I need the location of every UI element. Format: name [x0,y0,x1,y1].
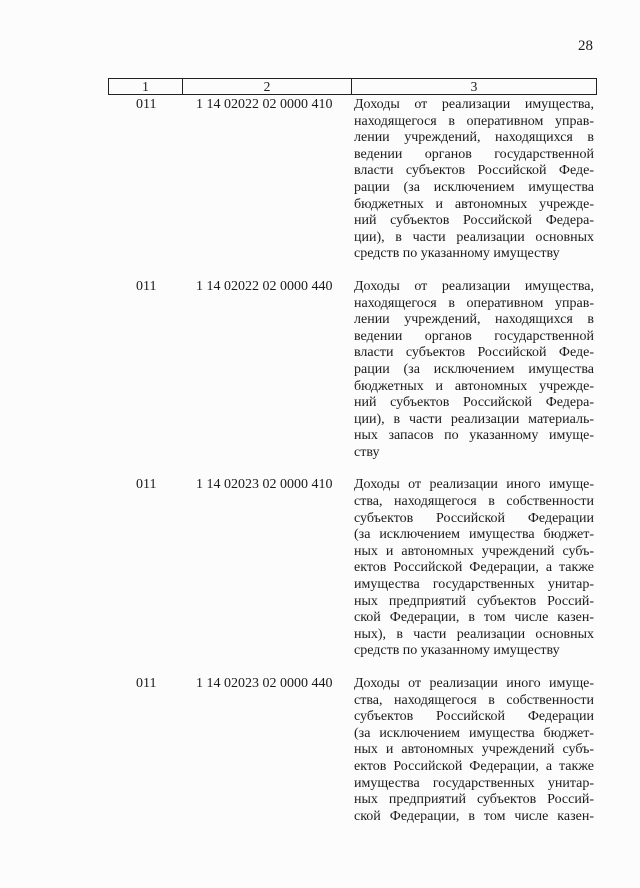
revenue-description [354,279,594,462]
description-line: ства, находящегося в собственности [354,494,594,510]
description-line: имущества государственных унитар- [354,577,594,593]
header-col-3: 3 [352,79,597,95]
table-row [108,279,597,462]
description-line: ных предприятий субъектов Россий- [354,593,594,609]
budget-classification-code: 1 14 02023 02 0000 410 [196,477,333,493]
table-row [108,97,597,263]
description-line: (за исключением имущества бюджет- [354,527,594,543]
description-line: Доходы от реализации имущества, [354,97,594,112]
description-line: ции), в части реализации основных [354,229,594,245]
header-col-2: 2 [183,79,352,95]
table-row [108,676,597,825]
description-line: субъектов Российской Федерации [354,510,594,526]
description-line: ных запасов по указанному имуще- [354,428,594,444]
description-line: Доходы от реализации иного имуще- [354,676,594,691]
description-line: субъектов Российской Федерации [354,709,594,725]
description-line: власти субъектов Российской Феде- [354,345,594,361]
description-line: рации (за исключением имущества [354,179,594,195]
description-line: ектов Российской Федерации, а также [354,758,594,774]
description-line: ведении органов государственной [354,328,594,344]
table-header [108,78,597,95]
revenue-description [354,477,594,660]
budget-classification-code: 1 14 02022 02 0000 440 [196,278,333,294]
revenue-description [354,97,594,263]
description-line: лении учреждений, находящихся в [354,312,594,328]
header-col-1: 1 [109,79,183,95]
description-line: ний субъектов Российской Федера- [354,395,594,411]
admin-code: 011 [136,97,157,112]
description-line: ных предприятий субъектов Россий- [354,792,594,808]
description-line: бюджетных и автономных учрежде- [354,196,594,212]
description-line: средств по указанному имуществу [354,246,560,262]
description-line: ний субъектов Российской Федера- [354,213,594,229]
description-line: лении учреждений, находящихся в [354,130,594,146]
description-line: рации (за исключением имущества [354,361,594,377]
description-line: ведении органов государственной [354,146,594,162]
description-line: ных и автономных учреждений субъ- [354,742,594,758]
page-number: 28 [578,38,593,54]
description-line: Доходы от реализации иного имуще- [354,477,594,493]
description-line: ству [354,444,380,460]
budget-classification-code: 1 14 02022 02 0000 410 [196,97,333,112]
description-line: ции), в части реализации материаль- [354,411,594,427]
description-line: средств по указанному имуществу [354,643,560,659]
description-line: ской Федерации, в том числе казен- [354,808,594,824]
description-line: находящегося в оперативном управ- [354,295,594,311]
description-line: имущества государственных унитар- [354,775,594,791]
description-line: власти субъектов Российской Феде- [354,163,594,179]
description-line: ных и автономных учреждений субъ- [354,543,594,559]
description-line: находящегося в оперативном управ- [354,113,594,129]
description-line: Доходы от реализации имущества, [354,278,594,294]
description-line: (за исключением имущества бюджет- [354,725,594,741]
admin-code: 011 [136,477,157,493]
description-line: бюджетных и автономных учрежде- [354,378,594,394]
admin-code: 011 [136,676,157,691]
revenue-description [354,676,594,825]
table-body [108,97,597,825]
table-row [108,477,597,660]
description-line: ных), в части реализации основных [354,626,594,642]
description-line: ектов Российской Федерации, а также [354,560,594,576]
description-line: ства, находящегося в собственности [354,692,594,708]
description-line: ской Федерации, в том числе казен- [354,610,594,626]
budget-classification-code: 1 14 02023 02 0000 440 [196,676,333,691]
admin-code: 011 [136,278,157,294]
